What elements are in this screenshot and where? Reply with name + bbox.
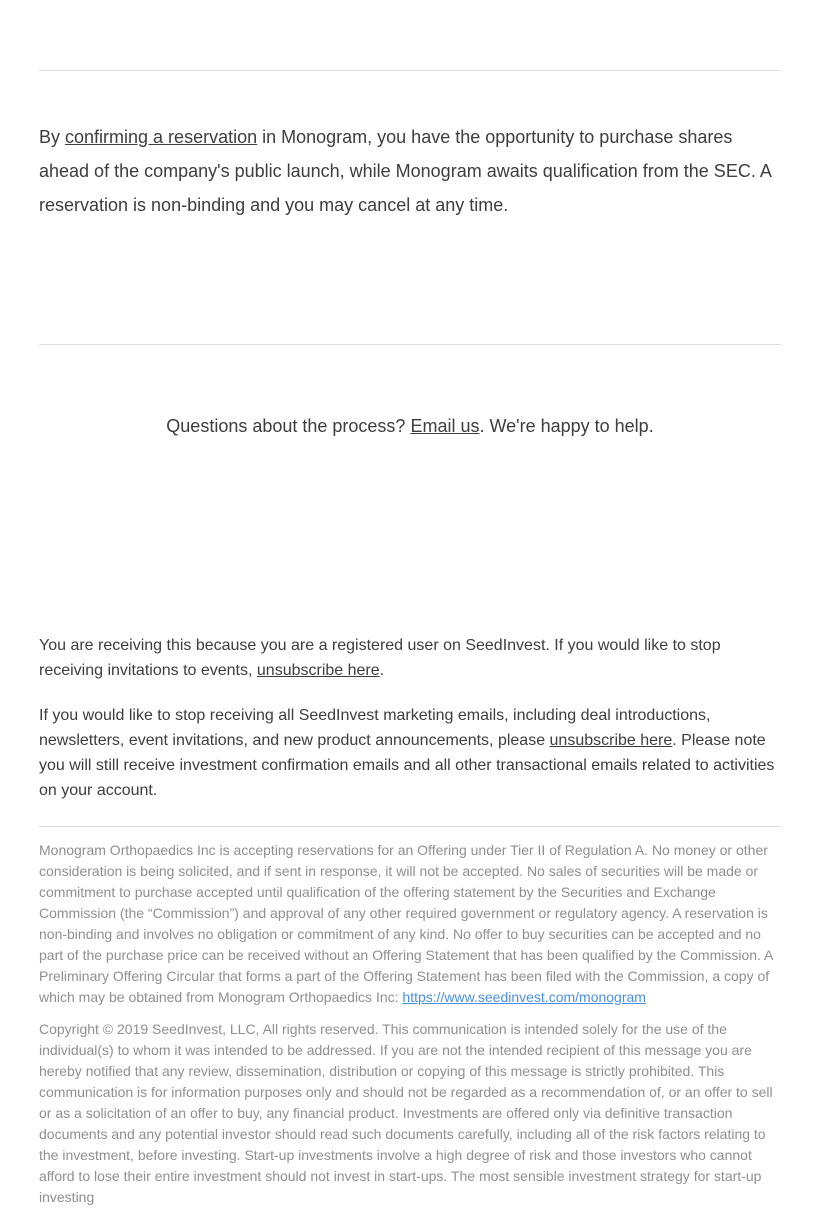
unsubscribe-marketing-text: If you would like to stop receiving all SeedInvest marketing emails, including deal introductions, newsletters, event invitations, and new product announcements, please [39,707,711,749]
confirming-reservation-link[interactable]: confirming a reservation [65,127,258,147]
footer-divider [39,826,781,827]
unsubscribe-marketing-link[interactable]: unsubscribe here [549,732,673,749]
legal-offering-text: Monogram Orthopaedics Inc is accepting reservations for an Offering under Tier II of Regulation A. No money or other consideration is being solicited, and if sent in response, it will not be accepted. No sales of securities will be made or commitment to purchase accepted until qualification of the offering statement by the Securities and Exchange Commission (the “Commission”) and approval of any other required government or regulatory agency. A reservation is non-binding and involves no obligation or commitment of any kind. No offer to buy securities can be accepted and no part of the purchase price can be received without an Offering Statement that has been qualified by the Commission. A Preliminary Offering Circular that forms a part of the Offering Statement has been filed with the Commission, a copy of which may be obtained from Monogram Orthopaedics Inc: [39,842,773,1005]
email-us-link[interactable]: Email us [410,416,480,436]
unsubscribe-events-suffix: . [379,662,385,679]
intro-prefix: By [39,127,66,147]
unsubscribe-events-link[interactable]: unsubscribe here [256,662,380,679]
legal-offering-paragraph [39,840,781,1008]
unsubscribe-events-paragraph [39,633,781,683]
intro-paragraph [39,120,781,222]
help-prefix: Questions about the process? [166,416,411,436]
help-line [39,409,781,443]
help-suffix: . We're happy to help. [479,416,654,436]
monogram-offering-link[interactable]: https://www.seedinvest.com/monogram [402,989,646,1005]
legal-copyright-paragraph: Copyright © 2019 SeedInvest, LLC, All rights reserved. This communication is intended solely for the use of the individual(s) to whom it was intended to be addressed. If you are not the intended recipient of this message you are hereby notified that any review, dissemination, distribution or copying of this message is strictly prohibited. This communication is for information purposes only and should not be regarded as a recommendation of, or an offer to sell or as a solicitation of an offer to buy, any financial product. Investments are offered only via definitive transaction documents and any potential investor should read such documents carefully, including all of the risk factors relating to the investment, before investing. Start-up investments involve a high degree of risk and those investors who cannot afford to lose their entire investment should not invest in start-ups. The most sensible investment strategy for start-up investing [39,1021,773,1205]
unsubscribe-marketing-paragraph [39,703,781,803]
intro-suffix: in Monogram, you have the opportunity to purchase shares ahead of the company's public launch, while Monogram awaits qualification from the SEC. A reservation is non-binding and you may cancel at any time. [39,127,771,215]
unsubscribe-marketing-suffix: . Please note you will still receive investment confirmation emails and all other transactional emails related to activities on your account. [39,732,775,799]
top-divider [39,70,781,71]
middle-divider [39,344,781,345]
unsubscribe-events-text: You are receiving this because you are a registered user on SeedInvest. If you would like to stop receiving invitations to events, [39,637,721,679]
